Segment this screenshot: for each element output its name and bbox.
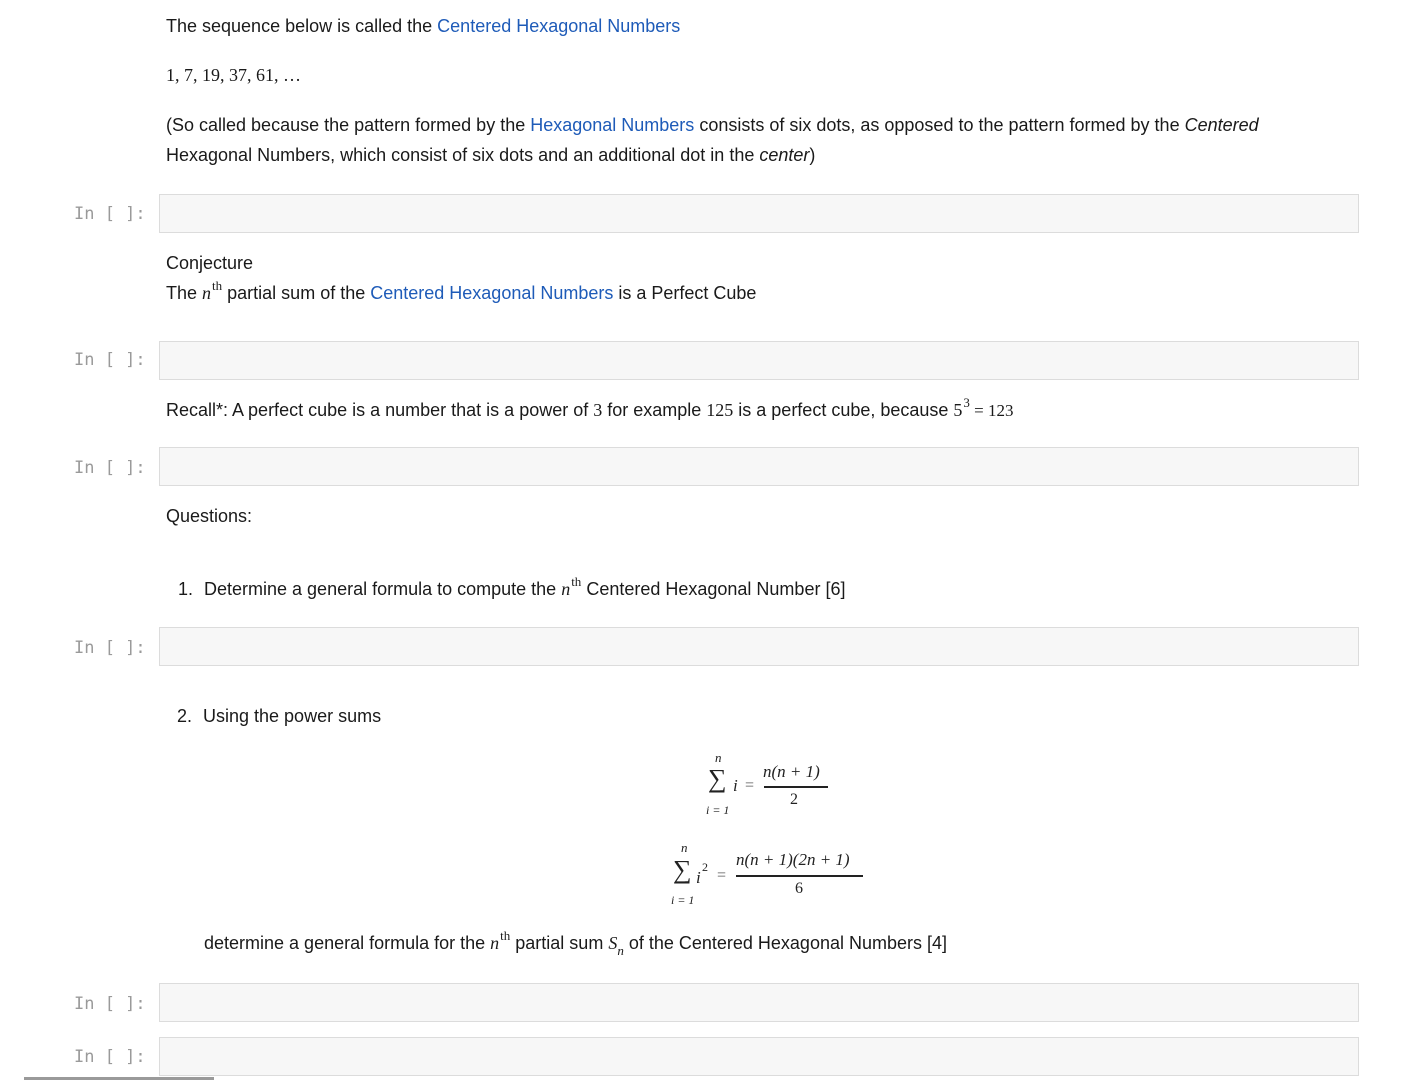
q2-tail-mid: partial sum	[510, 933, 609, 953]
recall-pre: Recall*: A perfect cube is a number that is a power of	[166, 400, 594, 420]
sum2-upper-limit: n	[681, 840, 688, 855]
sum1-denominator: 2	[790, 791, 798, 808]
sum2-fraction-bar	[736, 875, 863, 877]
sum1-lower-limit: i = 1	[706, 803, 730, 817]
code-cell-input[interactable]	[159, 194, 1359, 233]
power-sum-formula-2	[668, 840, 878, 910]
sum2-lower-limit: i = 1	[671, 893, 695, 907]
conjecture-link[interactable]: Centered Hexagonal Numbers	[370, 283, 614, 303]
conjecture-pre: The	[166, 283, 203, 303]
explanation-mid: consists of six dots, as opposed to the pattern formed by the	[694, 115, 1185, 135]
code-cell-input[interactable]	[159, 341, 1359, 380]
explanation-line-1	[166, 110, 1259, 140]
intro-pre: The sequence below is called the	[166, 16, 438, 36]
questions-heading: Questions:	[166, 506, 253, 526]
cell-prompt: In [ ]:	[74, 638, 146, 658]
sum1-term: i	[733, 776, 738, 795]
sum2-exponent: 2	[702, 860, 708, 874]
explanation-line-2	[166, 140, 815, 170]
question-2-number: 2.	[177, 706, 193, 726]
question-2	[177, 701, 381, 731]
question-1-sup: th	[571, 574, 582, 589]
conjecture-statement	[166, 278, 756, 310]
question-1-number: 1.	[178, 579, 194, 599]
sigma-icon: ∑	[708, 764, 727, 793]
sum2-term: i	[696, 868, 701, 887]
recall-mid: for example	[602, 400, 707, 420]
recall-exp: 3	[963, 395, 970, 410]
conjecture-mid: partial sum of the	[222, 283, 371, 303]
code-cell-input[interactable]	[159, 1037, 1359, 1076]
question-1-pre: Determine a general formula to compute the	[204, 579, 562, 599]
explanation-italic: Centered	[1184, 115, 1259, 135]
code-cell-input[interactable]	[159, 983, 1359, 1022]
q2-tail-post: of the Centered Hexagonal Numbers [4]	[623, 933, 948, 953]
explanation-line2-pre: Hexagonal Numbers, which consist of six dots and an additional dot in the	[166, 145, 760, 165]
q2-tail-S: S	[608, 933, 618, 953]
recall-num125: 125	[706, 400, 734, 420]
sum2-equals: =	[717, 867, 727, 884]
q2-tail-var: n	[490, 933, 500, 953]
question-2-tail	[204, 928, 947, 960]
q2-tail-sub: n	[617, 943, 624, 958]
question-1-var: n	[561, 579, 571, 599]
code-cell-input[interactable]	[159, 447, 1359, 486]
recall-num3: 3	[593, 400, 603, 420]
conjecture-heading: Conjecture	[166, 253, 254, 273]
power-sum-formula-1	[700, 750, 850, 820]
hexagonal-numbers-link[interactable]: Hexagonal Numbers	[530, 115, 695, 135]
recall-eq: = 123	[969, 401, 1014, 420]
sum1-numerator: n(n + 1)	[763, 762, 820, 781]
explanation-pre: (So called because the pattern formed by the	[166, 115, 531, 135]
sigma-icon: ∑	[673, 855, 692, 884]
explanation-line2-post: )	[809, 145, 816, 165]
sum1-fraction-bar	[764, 786, 828, 788]
cell-prompt: In [ ]:	[74, 994, 146, 1014]
conjecture-sup: th	[212, 278, 223, 293]
conjecture-post: is a Perfect Cube	[613, 283, 757, 303]
intro-text	[166, 11, 680, 41]
q2-tail-sup: th	[500, 928, 511, 943]
code-cell-input[interactable]	[159, 627, 1359, 666]
explanation-line2-italic: center	[759, 145, 810, 165]
question-1	[178, 574, 845, 606]
cell-prompt: In [ ]:	[74, 458, 146, 478]
sum2-numerator: n(n + 1)(2n + 1)	[736, 850, 850, 869]
recall-base: 5	[953, 400, 963, 420]
cell-prompt: In [ ]:	[74, 204, 146, 224]
sum2-denominator: 6	[795, 880, 803, 897]
recall-text	[166, 395, 1014, 427]
q2-tail-pre: determine a general formula for the	[204, 933, 491, 953]
centered-hexagonal-link[interactable]: Centered Hexagonal Numbers	[437, 16, 681, 36]
recall-mid2: is a perfect cube, because	[733, 400, 954, 420]
question-1-post: Centered Hexagonal Number [6]	[581, 579, 846, 599]
sum1-equals: =	[745, 777, 755, 794]
sequence-text: 1, 7, 19, 37, 61, …	[166, 65, 301, 85]
cell-prompt: In [ ]:	[74, 350, 146, 370]
question-2-text: Using the power sums	[203, 706, 382, 726]
cell-prompt: In [ ]:	[74, 1047, 146, 1067]
conjecture-var: n	[202, 283, 212, 303]
sum1-upper-limit: n	[715, 750, 722, 765]
